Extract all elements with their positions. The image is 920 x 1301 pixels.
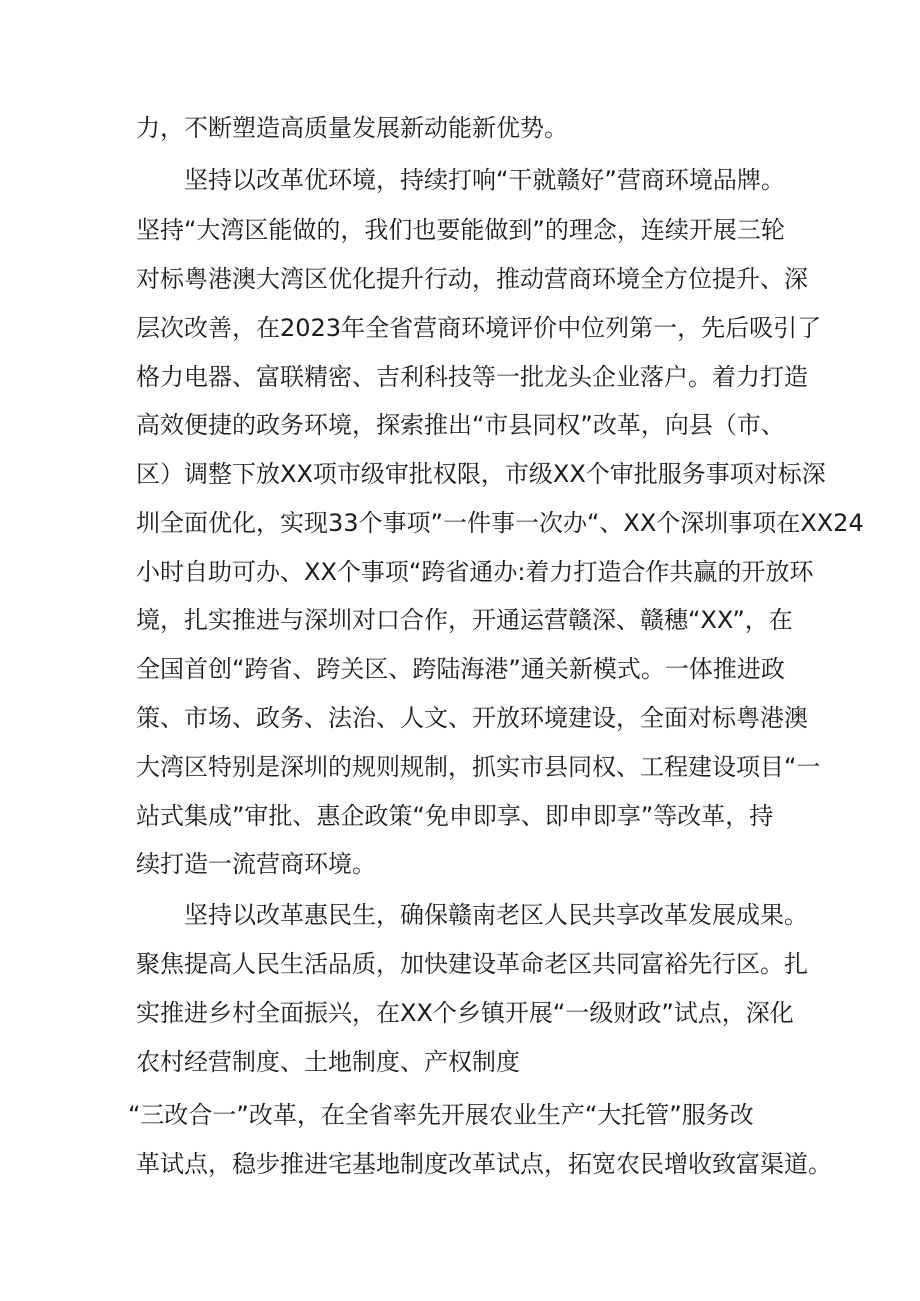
- text-line: 实推进乡村全面振兴，在XX个乡镇开展“一级财政”试点，深化: [136, 999, 794, 1027]
- text-line: 小时自助可办、XX个事项“跨省通办:着力打造合作共赢的开放环: [136, 558, 814, 586]
- text-line: 续打造一流营商环境。: [136, 850, 376, 878]
- paragraph-first-line: 坚持以改革惠民生，确保赣南老区人民共享改革发展成果。: [184, 901, 808, 929]
- text-line: 大湾区特别是深圳的规则规制，抓实市县同权、工程建设项目“一: [136, 753, 821, 781]
- text-line: 策、市场、政务、法治、人文、开放环境建设，全面对标粤港澳: [136, 704, 808, 732]
- text-line: 对标粤港澳大湾区优化提升行动，推动营商环境全方位提升、深: [136, 265, 808, 293]
- text-line: “三改合一”改革，在全省率先开展农业生产“大托管”服务改: [128, 1101, 754, 1129]
- text-line: 革试点，稳步推进宅基地制度改革试点，拓宽农民增收致富渠道。: [136, 1150, 832, 1178]
- text-line: 区）调整下放XX项市级审批权限，市级XX个审批服务事项对标深: [136, 460, 826, 488]
- text-line: 格力电器、富联精密、吉利科技等一批龙头企业落户。着力打造: [136, 363, 808, 391]
- text-line: 坚持“大湾区能做的，我们也要能做到”的理念，连续开展三轮: [136, 216, 785, 244]
- text-line: 圳全面优化，实现33个事项”一件事一次办“、XX个深圳事项在XX24: [136, 509, 864, 537]
- text-line: 聚焦提高人民生活品质，加快建设革命老区共同富裕先行区。扎: [136, 950, 808, 978]
- text-line: 站式集成”审批、惠企政策“免申即享、即申即享”等改革，持: [136, 802, 774, 830]
- text-line: 全国首创“跨省、跨关区、跨陆海港”通关新模式。一体推进政: [136, 655, 785, 683]
- paragraph-first-line: 坚持以改革优环境，持续打响“干就赣好”营商环境品牌。: [184, 166, 785, 194]
- text-line: 力，不断塑造高质量发展新动能新优势。: [136, 114, 568, 142]
- text-line: 境，扎实推进与深圳对口合作，开通运营赣深、赣穗“XX”，在: [136, 606, 793, 634]
- text-line: 高效便捷的政务环境，探索推出“市县同权”改革，向县（市、: [136, 411, 785, 439]
- text-line: 层次改善，在2023年全省营商环境评价中位列第一，先后吸引了: [136, 314, 822, 342]
- text-line: 农村经营制度、土地制度、产权制度: [136, 1048, 520, 1076]
